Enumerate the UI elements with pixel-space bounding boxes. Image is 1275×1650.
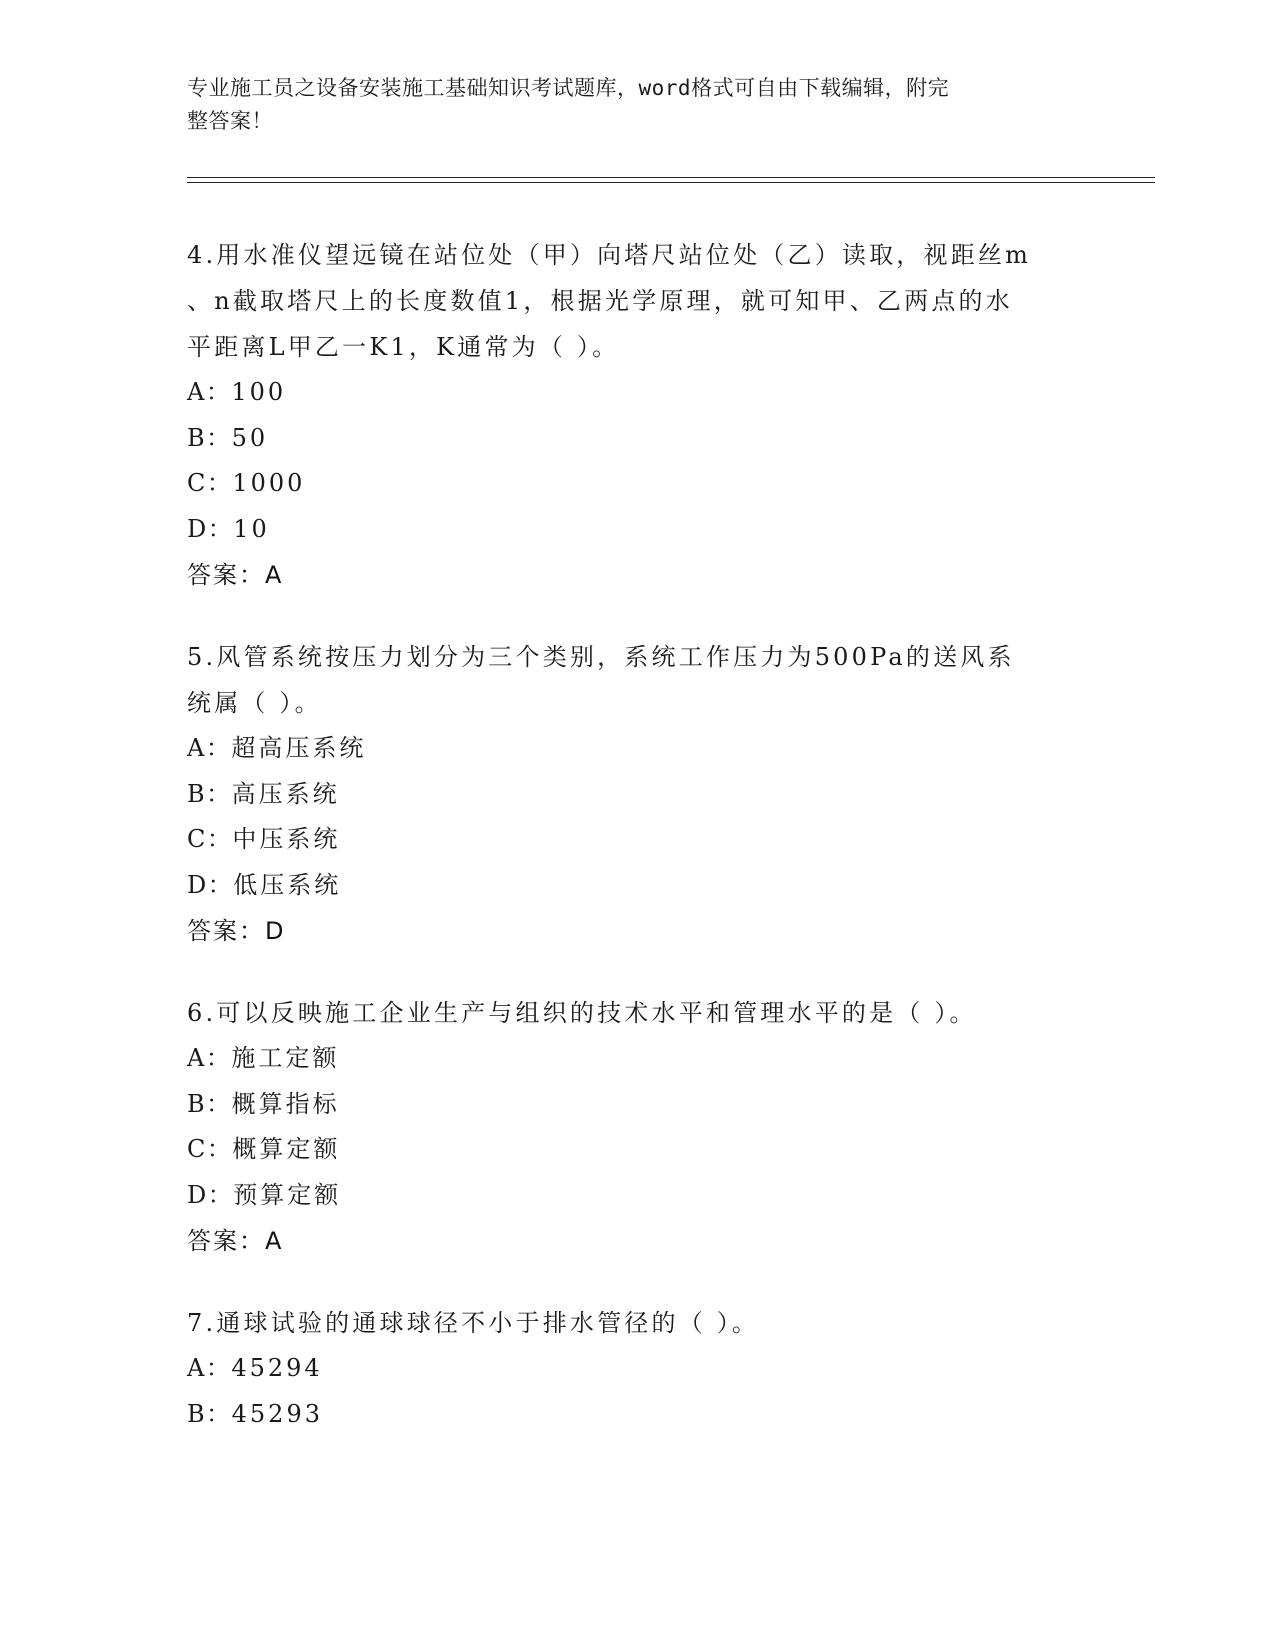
option-separator: ： — [206, 469, 233, 497]
option-text: 概算定额 — [232, 1135, 341, 1163]
option-separator: ： — [206, 1089, 232, 1118]
option-text: 施工定额 — [231, 1044, 340, 1072]
option-separator: ： — [207, 514, 234, 543]
question-stem-line: 4.用水准仪望远镜在站位处（甲）向塔尺站位处（乙）读取，视距丝m — [187, 241, 1032, 269]
option-separator: ： — [206, 1135, 233, 1163]
option-separator: ： — [206, 1399, 232, 1428]
answer-option — [187, 370, 1087, 416]
option-letter: B — [187, 1089, 207, 1118]
option-text: 预算定额 — [233, 1180, 342, 1209]
option-text: 1000 — [232, 469, 306, 497]
question-stem-line: 6.可以反映施工企业生产与组织的技术水平和管理水平的是（ ）。 — [187, 999, 977, 1027]
question-block — [187, 232, 1087, 634]
document-header — [187, 72, 1067, 138]
option-letter: A — [187, 1044, 206, 1072]
answer-option — [187, 772, 1087, 818]
answer-option — [187, 1173, 1087, 1219]
option-letter: D — [187, 1180, 208, 1209]
option-letter: D — [187, 514, 208, 543]
option-separator: ： — [205, 1044, 232, 1072]
option-text: 100 — [231, 378, 287, 406]
option-letter: C — [187, 1135, 207, 1163]
answer-option — [187, 1036, 1087, 1082]
answer-key: 答案：A — [187, 1227, 284, 1255]
answer-option — [187, 507, 1087, 553]
answer-option — [187, 863, 1087, 909]
answer-key: 答案：D — [187, 917, 286, 945]
option-separator: ： — [206, 423, 232, 452]
answer-option — [187, 1127, 1087, 1173]
question-stem-line: 统属（ ）。 — [187, 689, 322, 717]
option-text: 概算指标 — [231, 1089, 340, 1118]
option-letter: C — [187, 469, 207, 497]
answer-option — [187, 1346, 1087, 1392]
option-separator: ： — [205, 1354, 232, 1382]
answer-option — [187, 726, 1087, 772]
header-divider-top — [187, 177, 1155, 178]
answer-option — [187, 817, 1087, 863]
question-list — [187, 232, 1087, 1437]
option-separator: ： — [207, 870, 234, 899]
answer-option — [187, 461, 1087, 507]
option-text: 45294 — [231, 1354, 323, 1382]
option-text: 高压系统 — [231, 779, 340, 808]
question-stem-line: 、n截取塔尺上的长度数值1，根据光学原理，就可知甲、乙两点的水 — [187, 287, 1013, 315]
question-stem-line: 7.通球试验的通球球径不小于排水管径的（ ）。 — [187, 1309, 760, 1337]
header-line-2: 整答案！ — [187, 109, 273, 133]
question-stem-line: 5.风管系统按压力划分为三个类别，系统工作压力为500Pa的送风系 — [187, 643, 1015, 671]
question-block — [187, 1300, 1087, 1437]
option-letter: A — [187, 378, 206, 406]
option-text: 超高压系统 — [231, 734, 367, 762]
option-letter: B — [187, 779, 207, 808]
answer-option — [187, 416, 1087, 462]
option-separator: ： — [206, 779, 232, 808]
option-separator: ： — [205, 378, 232, 406]
question-spacer — [187, 598, 1087, 634]
option-separator: ： — [205, 734, 232, 762]
option-text: 低压系统 — [233, 870, 342, 899]
option-text: 50 — [231, 423, 269, 452]
option-text: 中压系统 — [232, 825, 341, 853]
option-letter: A — [187, 734, 206, 762]
option-letter: A — [187, 1354, 206, 1382]
header-line-1: 专业施工员之设备安装施工基础知识考试题库，word格式可自由下载编辑，附完 — [187, 76, 950, 100]
option-separator: ： — [206, 825, 233, 853]
answer-key: 答案：A — [187, 561, 284, 589]
question-stem-line: 平距离L甲乙一K1，K通常为（ ）。 — [187, 333, 620, 361]
question-block — [187, 634, 1087, 990]
header-divider-bottom — [187, 182, 1155, 183]
question-spacer — [187, 954, 1087, 990]
option-letter: B — [187, 423, 207, 452]
answer-option — [187, 1392, 1087, 1438]
option-letter: C — [187, 825, 207, 853]
option-letter: D — [187, 870, 208, 899]
option-letter: B — [187, 1399, 207, 1428]
option-text: 45293 — [231, 1399, 323, 1428]
question-block — [187, 990, 1087, 1300]
answer-option — [187, 1082, 1087, 1128]
option-separator: ： — [207, 1180, 234, 1209]
option-text: 10 — [233, 514, 270, 543]
question-spacer — [187, 1264, 1087, 1300]
